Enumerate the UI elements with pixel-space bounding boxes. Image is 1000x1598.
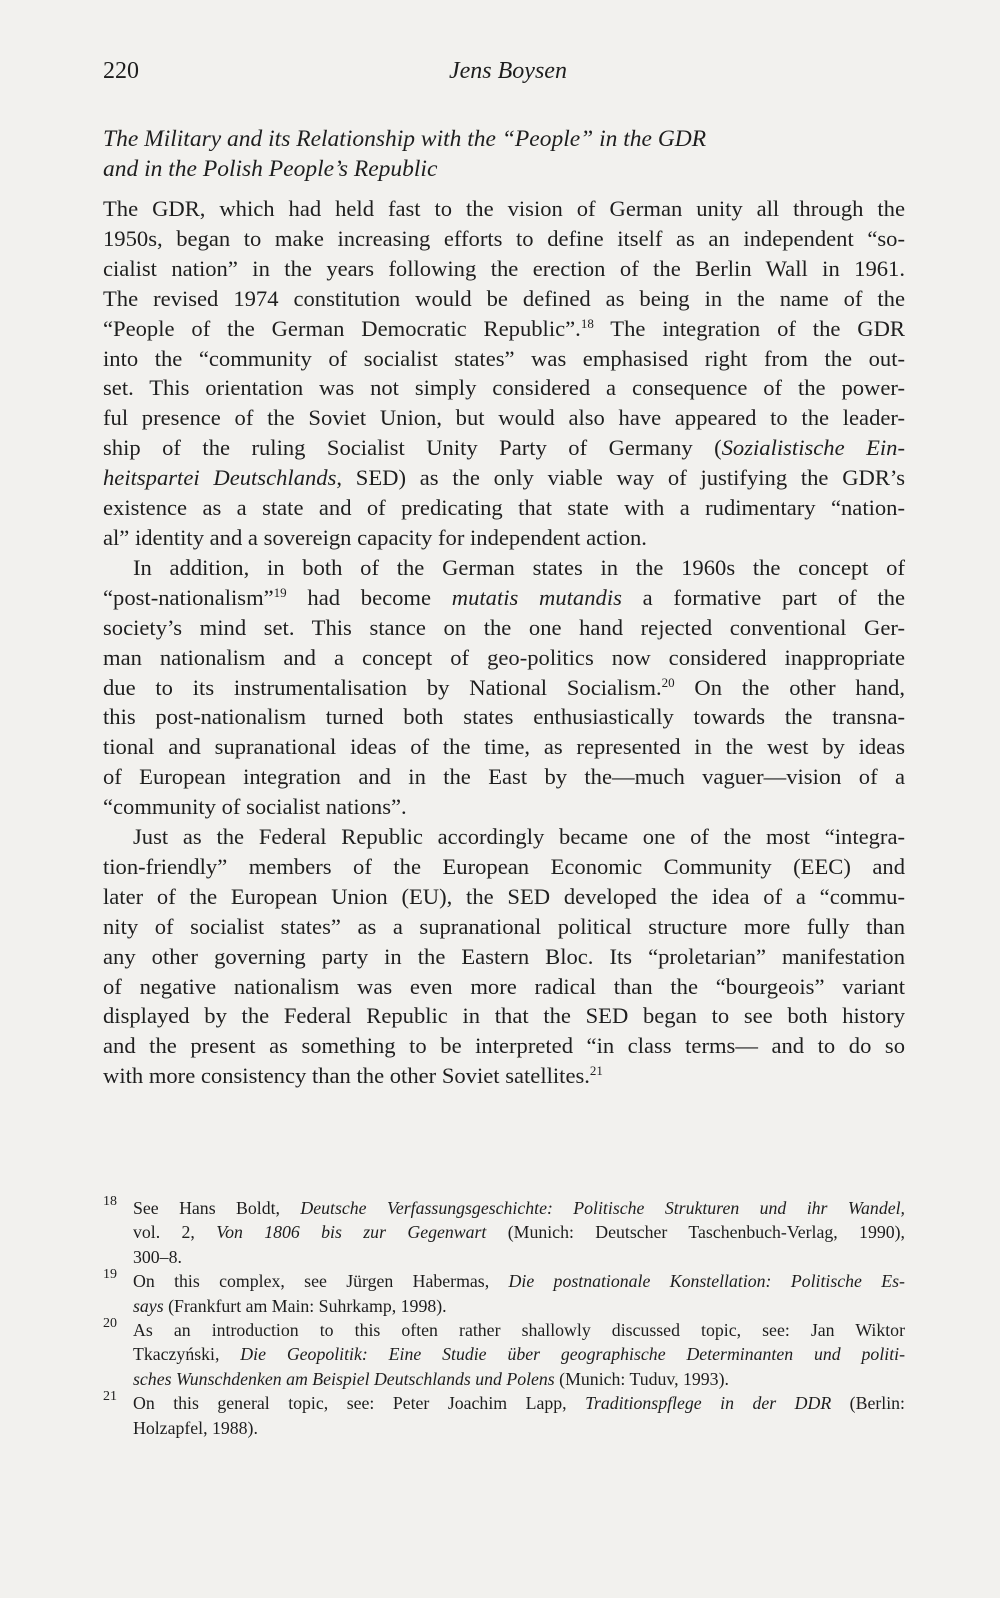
text-segment: “People of the German Democratic Republic”. xyxy=(103,315,581,341)
text-line: In addition, in both of the German states in the 1960s the concept of xyxy=(133,554,905,580)
text-line: this post-nationalism turned both states enthusiastically towards the transna- xyxy=(103,704,905,730)
text-segment: See Hans Boldt, xyxy=(133,1198,301,1218)
text-line: existence as a state and of predicating that state with a rudimentary “nation- xyxy=(103,495,905,521)
text-line: ful presence of the Soviet Union, but would also have appeared to the leader- xyxy=(103,405,905,431)
body-text xyxy=(103,194,905,1091)
text-segment: vol. 2, xyxy=(133,1222,217,1243)
text-line: set. This orientation was not simply considered a consequence of the power- xyxy=(103,375,905,401)
text-line: 1950s, began to make increasing efforts to define itself as an independent “so- xyxy=(103,225,905,251)
text-line: society’s mind set. This stance on the one hand rejected conventional Ger- xyxy=(103,614,905,640)
footnote-line xyxy=(133,1196,905,1220)
footnote-ref: 18 xyxy=(580,315,594,331)
italic-segment: says xyxy=(133,1295,164,1316)
footnote-line xyxy=(133,1220,905,1244)
text-segment: The integration of the GDR xyxy=(593,315,905,341)
section-title xyxy=(103,124,903,184)
footnote-line xyxy=(133,1342,905,1366)
footnote-number: 19 xyxy=(103,1267,117,1283)
text-segment: (Munich: Deutscher Taschenbuch-Verlag, 1990), xyxy=(486,1222,905,1243)
italic-segment: Von 1806 bis zur Gegenwart xyxy=(216,1222,487,1243)
text-line: The GDR, which had held fast to the vision of German unity all through the xyxy=(103,196,905,221)
text-segment: (Munich: Tuduv, 1993). xyxy=(554,1368,729,1389)
footnote-line xyxy=(133,1391,905,1415)
text-line: of European integration and in the East by the—much vaguer—vision of a xyxy=(103,764,905,790)
text-line: and the present as something to be interpreted “in class terms— and to do so xyxy=(103,1033,905,1059)
text-line: tion-friendly” members of the European Economic Community (EEC) and xyxy=(103,853,905,879)
text-line: Just as the Federal Republic accordingly became one of the most “integra- xyxy=(133,824,905,850)
text-line: “community of socialist nations”. xyxy=(103,794,407,820)
italic-segment: mutatis mutandis xyxy=(451,584,622,610)
section-title-line: The Military and its Relationship with the “People” in the GDR xyxy=(103,126,707,152)
text-line xyxy=(103,1061,905,1091)
footnote-line: As an introduction to this often rather shallowly discussed topic, see: Jan Wiktor xyxy=(133,1320,905,1341)
italic-segment: sches Wunschdenken am Beispiel Deutschlands und Polens xyxy=(133,1368,555,1389)
paragraph xyxy=(103,553,905,822)
footnote-20 xyxy=(103,1318,905,1391)
text-segment: , SED) as the only viable way of justifying the GDR’s xyxy=(336,465,905,491)
text-line xyxy=(103,314,905,344)
text-line xyxy=(103,433,905,463)
footnote-number: 18 xyxy=(103,1194,117,1209)
footnotes xyxy=(103,1196,905,1440)
paragraph xyxy=(103,194,905,553)
text-segment: due to its instrumentalisation by National Socialism. xyxy=(103,674,662,700)
text-segment: (Berlin: xyxy=(831,1393,905,1414)
italic-segment: heitspartei Deutschlands xyxy=(103,465,337,491)
footnote-number: 21 xyxy=(103,1389,117,1405)
text-line: man nationalism and a concept of geo-politics now considered inappropriate xyxy=(103,644,905,670)
italic-segment: Traditionspflege in der DDR xyxy=(585,1393,832,1414)
text-line: into the “community of socialist states” was emphasised right from the out- xyxy=(103,345,905,371)
footnote-line xyxy=(133,1367,905,1391)
text-segment: “post-nationalism” xyxy=(103,584,274,610)
footnote-line: Holzapfel, 1988). xyxy=(133,1417,258,1438)
text-segment: (Frankfurt am Main: Suhrkamp, 1998). xyxy=(163,1295,447,1316)
footnote-line xyxy=(133,1269,905,1293)
text-line: any other governing party in the Eastern Bloc. Its “proletarian” manifestation xyxy=(103,943,905,969)
footnote-ref: 19 xyxy=(273,584,287,600)
italic-segment: Die Geopolitik: Eine Studie über geographische Determinanten und politi- xyxy=(240,1344,905,1365)
footnote-ref: 21 xyxy=(589,1063,603,1079)
text-line: cialist nation” in the years following the erection of the Berlin Wall in 1961. xyxy=(103,255,905,281)
footnote-18 xyxy=(103,1196,905,1269)
text-line: displayed by the Federal Republic in that the SED began to see both history xyxy=(103,1003,905,1029)
text-segment: ship of the ruling Socialist Unity Party of Germany ( xyxy=(103,435,722,461)
text-line: tional and supranational ideas of the time, as represented in the west by ideas xyxy=(103,734,905,760)
footnote-19 xyxy=(103,1269,905,1318)
text-segment: Tkaczyński, xyxy=(133,1344,241,1365)
text-segment: with more consistency than the other Soviet satellites. xyxy=(103,1063,590,1089)
text-line: nity of socialist states” as a supranational political structure more fully than xyxy=(103,913,905,939)
text-segment: On the other hand, xyxy=(674,674,905,700)
text-line xyxy=(103,583,905,613)
section-title-line: and in the Polish People’s Republic xyxy=(103,156,438,182)
text-line xyxy=(103,673,905,703)
page-number: 220 xyxy=(103,58,139,84)
text-line: al” identity and a sovereign capacity for independent action. xyxy=(103,524,647,550)
paragraph xyxy=(103,822,905,1091)
footnote-number: 20 xyxy=(103,1316,117,1332)
page-header xyxy=(103,58,903,98)
text-line xyxy=(103,463,905,493)
footnote-line: 300–8. xyxy=(133,1246,182,1267)
text-segment: On this general topic, see: Peter Joachim Lapp, xyxy=(133,1393,586,1414)
footnote-21 xyxy=(103,1391,905,1440)
text-line: The revised 1974 constitution would be defined as being in the name of the xyxy=(103,285,905,311)
text-segment: a formative part of the xyxy=(621,584,905,610)
text-segment: had become xyxy=(286,584,452,610)
text-line: of negative nationalism was even more radical than the “bourgeois” variant xyxy=(103,973,905,999)
italic-segment: Deutsche Verfassungsgeschichte: Politische Strukturen und ihr Wandel, xyxy=(300,1198,905,1218)
text-segment: On this complex, see Jürgen Habermas, xyxy=(133,1271,509,1292)
footnote-ref: 20 xyxy=(661,674,675,690)
italic-segment: Sozialistische Ein- xyxy=(721,435,905,461)
text-line: later of the European Union (EU), the SED developed the idea of a “commu- xyxy=(103,883,905,909)
running-head: Jens Boysen xyxy=(449,58,567,84)
italic-segment: Die postnationale Konstellation: Politische Es- xyxy=(508,1271,905,1292)
footnote-line xyxy=(133,1294,905,1318)
